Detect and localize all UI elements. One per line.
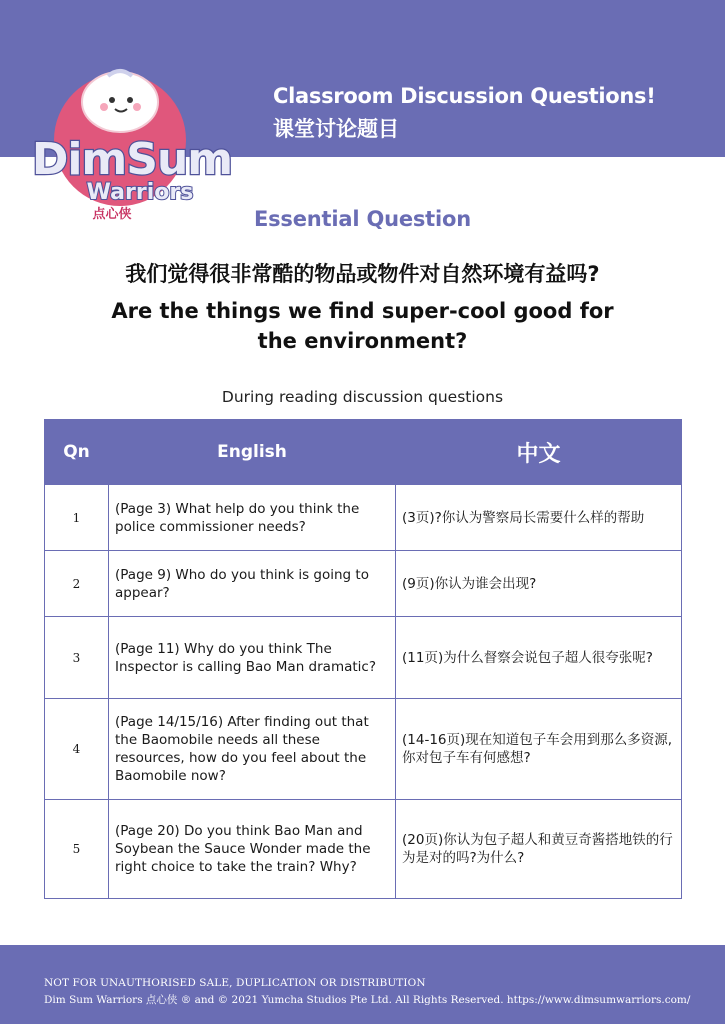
question-number: 1 — [45, 485, 109, 551]
table-row — [45, 800, 682, 899]
footer-copyright: Dim Sum Warriors 点心侠 ® and © 2021 Yumcha Studios Pte Ltd. All Rights Reserved. https://www.dimsumwarriors.com/ — [44, 994, 691, 1006]
essential-question-en-line2: the environment? — [257, 329, 468, 353]
footer-notice: NOT FOR UNAUTHORISED SALE, DUPLICATION OR DISTRIBUTION — [44, 977, 426, 989]
dimsum-warriors-logo — [22, 62, 242, 224]
question-english: (Page 11) Why do you think The Inspector is calling Bao Man dramatic? — [109, 617, 396, 699]
logo-brand-zh: 点心侠 — [92, 207, 132, 222]
essential-question-en-line1: Are the things we find super-cool good for — [111, 299, 614, 323]
page-title: Classroom Discussion Questions! — [273, 84, 656, 108]
header-qn: Qn — [45, 420, 109, 485]
table-row — [45, 485, 682, 551]
question-english: (Page 20) Do you think Bao Man and Soybean the Sauce Wonder made the right choice to take the train? Why? — [109, 800, 396, 899]
question-english: (Page 9) Who do you think is going to appear? — [109, 551, 396, 617]
question-number: 2 — [45, 551, 109, 617]
question-english: (Page 14/15/16) After finding out that the Baomobile needs all these resources, how do you feel about the Baomobile now? — [109, 699, 396, 800]
logo-brand-line1: DimSum — [31, 134, 233, 185]
essential-question-zh: 我们觉得很非常酷的物品或物件对自然环境有益吗? — [125, 262, 600, 286]
question-chinese: (20页)你认为包子超人和黄豆奇酱搭地铁的行为是对的吗?为什么? — [396, 800, 682, 899]
table-caption: During reading discussion questions — [221, 388, 504, 406]
discussion-questions-table — [44, 419, 682, 899]
question-chinese: (11页)为什么督察会说包子超人很夸张呢? — [396, 617, 682, 699]
question-english: (Page 3) What help do you think the police commissioner needs? — [109, 485, 396, 551]
header-chinese: 中文 — [396, 420, 682, 485]
question-number: 5 — [45, 800, 109, 899]
essential-question-en — [100, 296, 625, 356]
table-row — [45, 551, 682, 617]
question-chinese: (14-16页)现在知道包子车会用到那么多资源,你对包子车有何感想? — [396, 699, 682, 800]
logo-brand-line2: Warriors — [86, 180, 194, 205]
table-header-row — [45, 420, 682, 485]
essential-question-heading: Essential Question — [253, 207, 471, 231]
page-subtitle: 课堂讨论题目 — [273, 117, 399, 141]
table-row — [45, 699, 682, 800]
question-chinese: (3页)?你认为警察局长需要什么样的帮助 — [396, 485, 682, 551]
question-number: 4 — [45, 699, 109, 800]
question-number: 3 — [45, 617, 109, 699]
table-row — [45, 617, 682, 699]
question-chinese: (9页)你认为谁会出现? — [396, 551, 682, 617]
header-english: English — [109, 420, 396, 485]
